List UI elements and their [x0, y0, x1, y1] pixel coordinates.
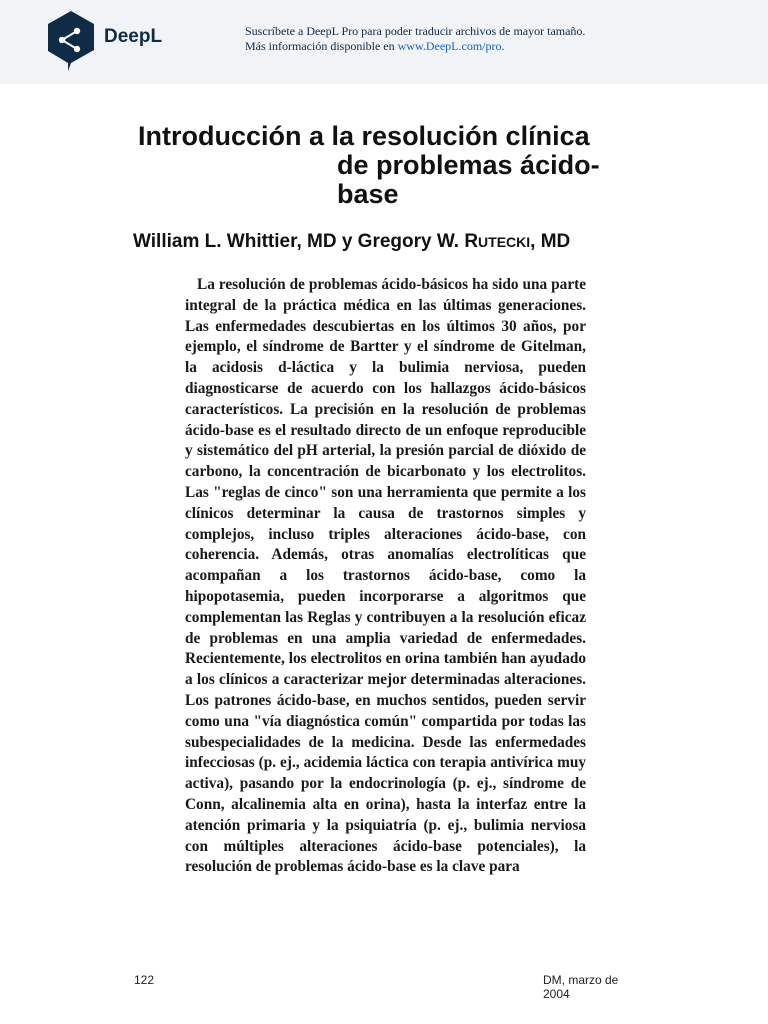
article-title: [138, 122, 600, 209]
deepl-pro-link[interactable]: www.DeepL.com/pro: [397, 39, 502, 53]
journal-date: DM, marzo de 2004: [543, 973, 619, 1001]
deepl-logo-icon: [46, 10, 96, 72]
deepl-logo-text: DeepL: [104, 26, 163, 47]
deepl-promo-banner: [0, 0, 768, 84]
title-line-3: base: [337, 179, 399, 209]
promo-line-2: Más información disponible en www.DeepL.com/pro.: [245, 39, 505, 53]
article-authors: William L. Whittier, MD y Gregory W. RUTECKI, MD: [133, 231, 571, 252]
page-number: 122: [134, 973, 155, 987]
article-body: La resolución de problemas ácido-básicos ha sido una parte integral de la práctica médica en las últimas generaciones. Las enfermedades descubiertas en los últimos 30 años, por ejemplo, el síndrome de Bartter y el síndrome de Gitelman, la acidosis d-láctica y la bulimia nerviosa, pueden diagnosticarse de acuerdo con los hallazgos ácido-básicos característicos. La precisión en la resolución de problemas ácido-base es el resultado directo de un enfoque reproducible y sistemático del pH arterial, la presión parcial de dióxido de carbono, la concentración de bicarbonato y los electrolitos. Las "reglas de cinco" son una herramienta que permite a los clínicos determinar la causa de trastornos simples y complejos, incluso triples alteraciones ácido-base, con coherencia. Además, otras anomalías electrolíticas que acompañan a los trastornos ácido-base, como la hipopotasemia, pueden incorporarse a algoritmos que complementan las Reglas y contribuyen a la resolución eficaz de problemas en una amplia variedad de enfermedades. Recientemente, los electrolitos en orina también han ayudado a los clínicos a caracterizar mejor determinadas alteraciones. Los patrones ácido-base, en muchos sentidos, pueden servir como una "vía diagnóstica común" compartida por todas las subespecialidades de la medicina. Desde las enfermedades infecciosas (p. ej., acidemia láctica con terapia antivírica muy activa), pasando por la endocrinología (p. ej., síndrome de Conn, alcalinemia alta en orina), hasta la interfaz entre la atención primaria y la psiquiatría (p. ej., bulimia nerviosa con múltiples alteraciones ácido-base potenciales), la resolución de problemas ácido-base es la clave para: [185, 276, 586, 876]
title-line-1: Introducción a la resolución clínica: [138, 121, 590, 151]
promo-message: [245, 24, 585, 54]
title-line-2: de problemas ácido-: [337, 150, 600, 180]
promo-line-1: Suscríbete a DeepL Pro para poder traducir archivos de mayor tamaño.: [245, 24, 586, 38]
deepl-logo[interactable]: [46, 10, 163, 72]
